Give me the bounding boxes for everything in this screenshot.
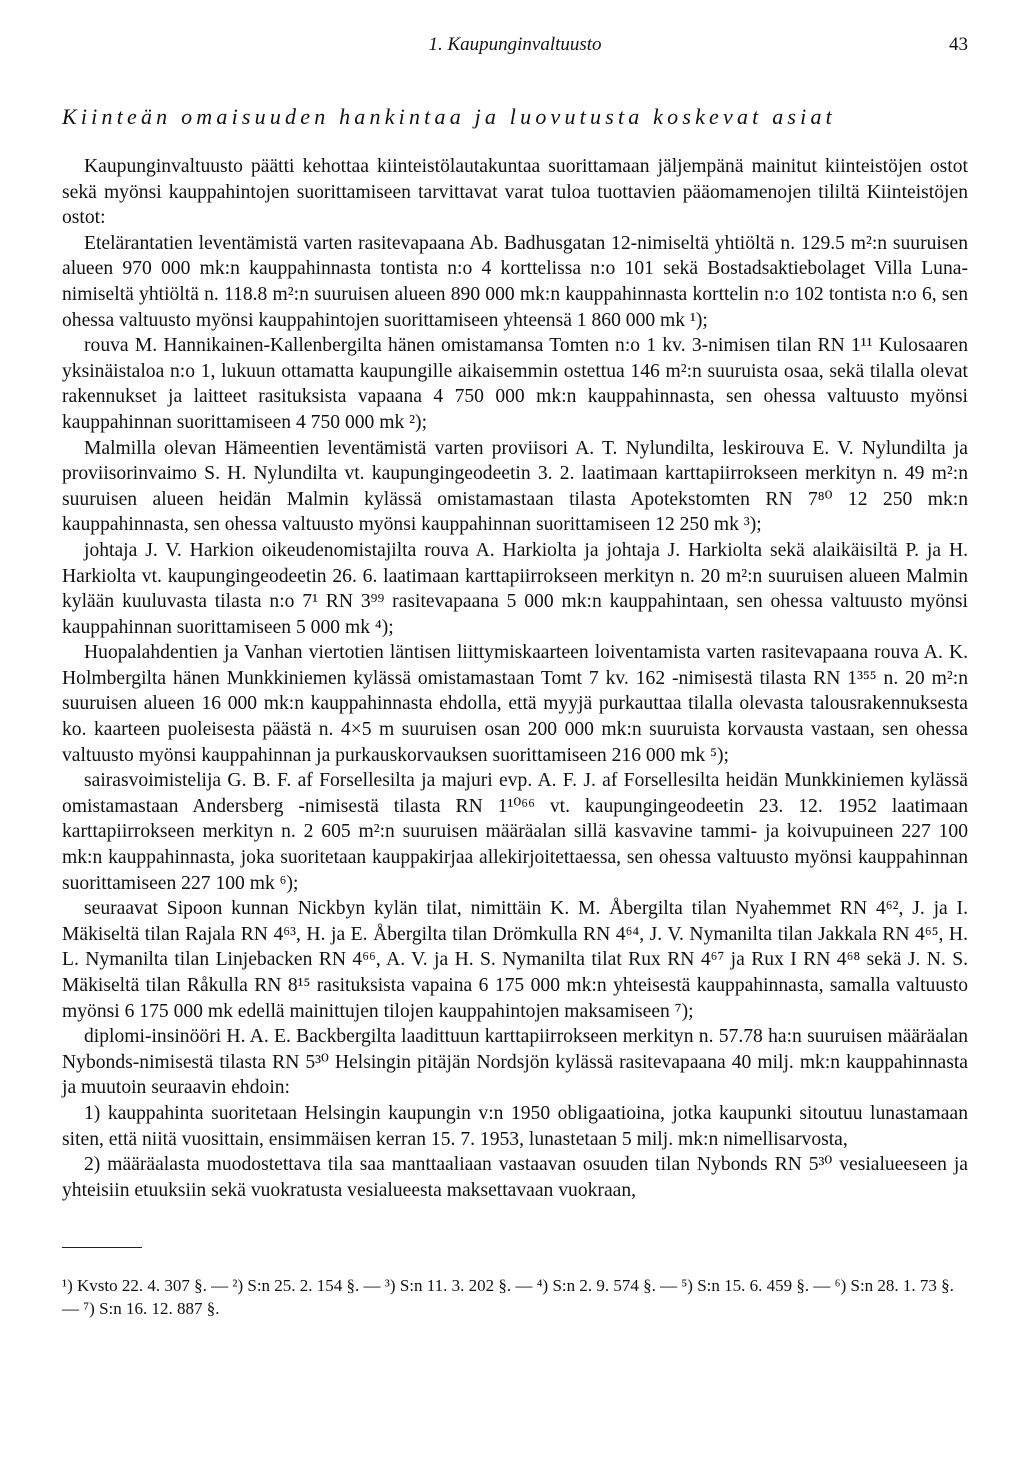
paragraph: Kaupunginvaltuusto päätti kehottaa kiinteistölautakuntaa suorittamaan jäljempänä mainitut kiinteistöjen ostot sekä myönsi kauppahintojen suorittamiseen tarvittavat varat tuloa tuottavien pääomamenojen tililtä Kiinteistöjen ostot: xyxy=(62,156,968,229)
paragraph: Malmilla olevan Hämeentien leventämistä varten proviisori A. T. Nylundilta, leskirouva E. V. Nylundilta ja proviisorinvaimo S. H. Nylundilta vt. kaupungingeodeetin 3. 2. laatimaan karttapiirrokseen merkityn n. 49 m²:n suuruisen alueen heidän Malmin kylässä omistamastaan tilasta Apotekstomten RN 7⁸⁰ 12 250 mk:n kauppahinnasta, sen ohessa valtuusto myönsi kauppahinnan suorittamiseen 12 250 mk ³); xyxy=(62,437,968,536)
section-heading: Kiinteän omaisuuden hankintaa ja luovutusta koskevat asiat xyxy=(62,104,836,129)
page-number: 43 xyxy=(949,34,968,55)
header-title: 1. Kaupunginvaltuusto xyxy=(428,34,602,55)
paragraph: johtaja J. V. Harkion oikeudenomistajilta rouva A. Harkiolta ja johtaja J. Harkiolta sekä alaikäisiltä P. ja H. Harkiolta vt. kaupungingeodeetin 26. 6. laatimaan karttapiirrokseen merkityn n. 20 m²:n suuruisen alueen Malmin kylään kuuluvasta tilasta n:o 7¹ RN 3⁹⁹ rasitevapaana 5 000 mk:n kauppahintaan, sen ohessa valtuusto myönsi kauppahinnan suorittamiseen 5 000 mk ⁴); xyxy=(62,539,968,638)
paragraph: 1) kauppahinta suoritetaan Helsingin kaupungin v:n 1950 obligaatioina, jotka kaupunki sitoutuu lunastamaan siten, että niitä vuosittain, ensimmäisen kerran 15. 7. 1953, lunastetaan 5 milj. mk:n nimellisarvosta, xyxy=(62,1102,968,1150)
paragraph: Etelärantatien leventämistä varten rasitevapaana Ab. Badhusgatan 12-nimiseltä yhtiöltä n. 129.5 m²:n suuruisen alueen 970 000 mk:n kauppahinnasta tontista n:o 4 korttelissa n:o 101 sekä Bostadsaktiebolaget Villa Luna-nimiseltä yhtiöltä n. 118.8 m²:n suuruisen alueen 890 000 mk:n kauppahinnasta korttelin n:o 102 tontista n:o 6, sen ohessa valtuusto myönsi kauppahintojen suorittamiseen yhteensä 1 860 000 mk ¹); xyxy=(62,232,968,331)
running-header xyxy=(62,28,968,58)
paragraph: Huopalahdentien ja Vanhan viertotien läntisen liittymiskaarteen loiventamista varten rasitevapaana rouva A. K. Holmbergilta hänen Munkkiniemen kylässä omistamastaan Tomt 7 kv. 162 -nimisestä tilasta RN 1³⁵⁵ n. 20 m²:n suuruisen alueen 16 000 mk:n kauppahinnasta ehdolla, että myyjä purkauttaa tilalla olevasta talousrakennuksesta ko. kaarteen puoleisesta päästä n. 4×5 m suuruisen osan 200 000 mk:n suuruista korvausta vastaan, sen ohessa valtuusto myönsi kauppahinnan ja purkauskorvauksen suorittamiseen 216 000 mk ⁵); xyxy=(62,642,968,766)
paragraph: rouva M. Hannikainen-Kallenbergilta hänen omistamansa Tomten n:o 1 kv. 3-nimisen tilan RN 1¹¹ Kulosaaren yksinäistaloa n:o 1, lukuun ottamatta kaupungille aikaisemmin ostettua 146 m²:n suuruista osaa, sekä tilalla olevat rakennukset ja laitteet rasituksista vapaana 4 750 000 mk:n kauppahinnasta, sen ohessa valtuusto myönsi kauppahinnan suorittamiseen 4 750 000 mk ²); xyxy=(62,335,968,433)
paragraph: seuraavat Sipoon kunnan Nickbyn kylän tilat, nimittäin K. M. Åbergilta tilan Nyahemmet RN 4⁶², J. ja I. Mäkiseltä tilan Rajala RN 4⁶³, H. ja E. Åbergilta tilan Drömkulla RN 4⁶⁴, J. V. Nymanilta tilan Jakkala RN 4⁶⁵, H. L. Nymanilta tilan Linjebacken RN 4⁶⁶, A. V. ja H. S. Nymanilta tilat Rux RN 4⁶⁷ ja Rux I RN 4⁶⁸ sekä J. N. S. Mäkiseltä tilan Råkulla RN 8¹⁵ rasituksista vapaina 6 175 000 mk:n yhteisestä kauppahinnasta, samalla valtuusto myönsi 6 175 000 mk edellä mainittujen tilojen kauppahintojen maksamiseen ⁷); xyxy=(62,898,968,1022)
paragraph: 2) määräalasta muodostettava tila saa manttaaliaan vastaavan osuuden tilan Nybonds RN 5³⁰ vesialueeseen ja yhteisiin etuuksiin sekä vuokratusta vesialueesta maksettavaan vuokraan, xyxy=(62,1154,968,1201)
paragraph: sairasvoimistelija G. B. F. af Forsellesilta ja majuri evp. A. F. J. af Forsellesilta heidän Munkkiniemen kylässä omistamastaan Andersberg -nimisestä tilasta RN 1¹⁰⁶⁶ vt. kaupungingeodeetin 23. 12. 1952 laatimaan karttapiirrokseen merkityn n. 2 605 m²:n suuruisen määräalan sillä kasvavine tammi- ja koivupuineen 227 100 mk:n kauppahinnasta, joka suoritetaan kauppakirjaa allekirjoitettaessa, sen ohessa valtuusto myönsi kauppahinnan suorittamiseen 227 100 mk ⁶); xyxy=(62,770,968,894)
footnotes: ¹) Kvsto 22. 4. 307 §. — ²) S:n 25. 2. 154 §. — ³) S:n 11. 3. 202 §. — ⁴) S:n 2. 9. 574 §. — ⁵) S:n 15. 6. 459 §. — ⁶) S:n 28. 1. 73 §. — ⁷) S:n 16. 12. 887 §. xyxy=(62,1276,954,1319)
paragraph: diplomi-insinööri H. A. E. Backbergilta laadittuun karttapiirrokseen merkityn n. 57.78 ha:n suuruisen määräalan Nybonds-nimisestä tilasta RN 5³⁰ Helsingin pitäjän Nordsjön kylässä rasitevapaana 40 milj. mk:n kauppahinnasta ja muutoin seuraavin ehdoin: xyxy=(62,1026,968,1099)
body-text xyxy=(62,154,968,1203)
footnote-divider xyxy=(62,1247,142,1248)
document-page xyxy=(62,28,968,1320)
